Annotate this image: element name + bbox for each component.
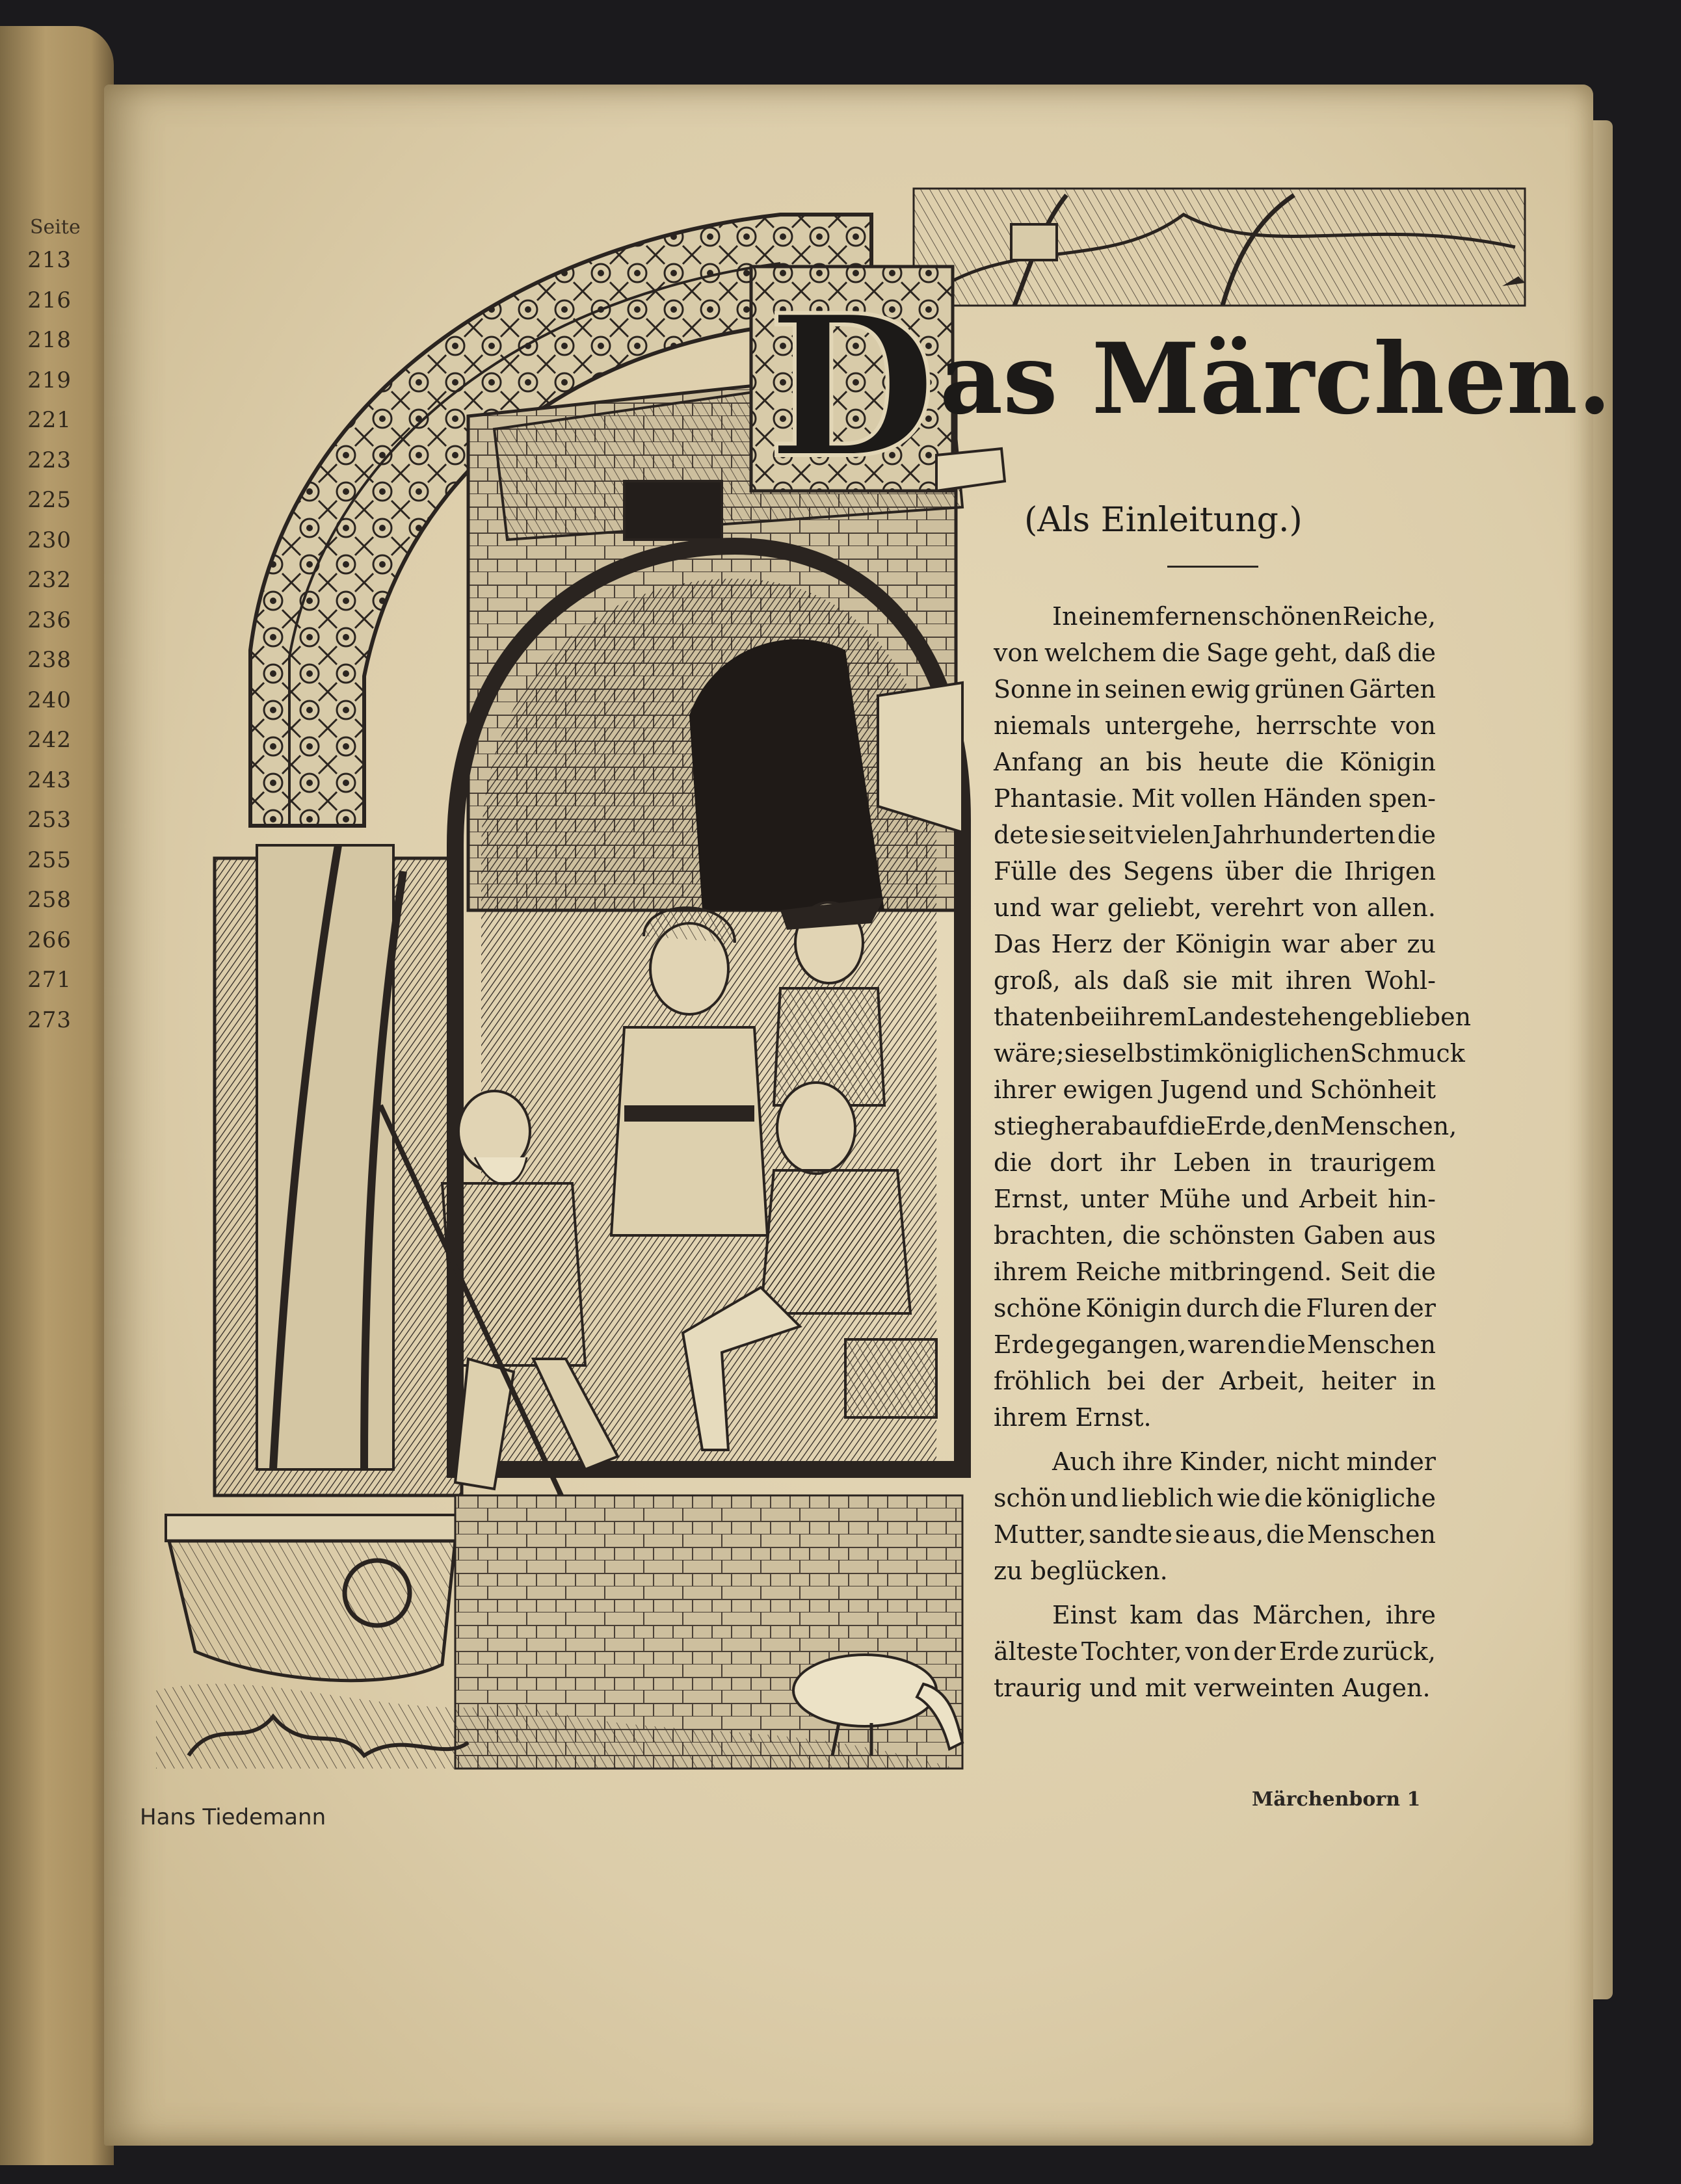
word: kam	[1130, 1601, 1184, 1629]
text-line	[994, 1597, 1436, 1633]
word: daß	[1122, 966, 1170, 995]
word: war	[1281, 930, 1330, 958]
toc-page-number: 219	[27, 367, 72, 393]
word: zurück,	[1342, 1637, 1436, 1666]
word: bei	[1074, 1003, 1113, 1031]
text-line	[994, 1290, 1436, 1326]
word: Menschen	[1306, 1520, 1436, 1549]
text-line	[994, 598, 1436, 635]
word: aus,	[1212, 1520, 1264, 1549]
word: schönen	[1238, 602, 1342, 631]
word: seit	[1088, 821, 1133, 849]
word: zu	[1407, 930, 1436, 958]
text-line	[994, 671, 1436, 707]
word: wie	[1217, 1484, 1261, 1512]
toc-page-number: 213	[27, 247, 72, 273]
word: dort	[1050, 1148, 1102, 1177]
toc-page-number: 225	[27, 487, 72, 513]
word: sie	[1182, 966, 1218, 995]
subtitle: (Als Einleitung.)	[1024, 501, 1303, 540]
word: Seit	[1340, 1257, 1390, 1286]
toc-page-number: 240	[27, 687, 72, 713]
text-line	[994, 926, 1436, 962]
word: waren	[1187, 1330, 1266, 1359]
word: Jugend	[1159, 1075, 1249, 1104]
word: herrschte	[1256, 711, 1377, 740]
word: Tochter,	[1081, 1637, 1182, 1666]
text-line	[994, 889, 1436, 926]
text-line	[994, 1516, 1436, 1553]
word: Ihrigen	[1343, 857, 1436, 886]
word: verehrt	[1211, 893, 1304, 922]
toc-page-number: 271	[27, 967, 72, 993]
word: Sage	[1206, 638, 1269, 667]
artist-signature: Hans Tiedemann	[140, 1804, 326, 1830]
word: Lande	[1186, 1003, 1265, 1031]
word: die	[1122, 1221, 1161, 1250]
word: geliebt,	[1107, 893, 1202, 922]
word: geblieben	[1347, 1003, 1472, 1031]
word: die	[1397, 821, 1436, 849]
word: war	[1050, 893, 1098, 922]
word: die	[1263, 1294, 1302, 1322]
body-text	[994, 598, 1472, 1706]
text-line	[994, 1363, 1436, 1399]
word: Anfang	[994, 748, 1083, 776]
word: sie	[1050, 821, 1087, 849]
word: Schönheit	[1310, 1075, 1436, 1104]
word: und	[1070, 1484, 1118, 1512]
landscape-band	[914, 189, 1525, 306]
word: fernen	[1155, 602, 1238, 631]
text-line	[994, 1633, 1436, 1670]
word: vollen	[1181, 784, 1257, 813]
word: in	[1412, 1367, 1436, 1395]
word: daß	[1344, 638, 1392, 667]
word: Märchen,	[1252, 1601, 1373, 1629]
toc-page-number: 230	[27, 527, 72, 553]
word: der	[1233, 1637, 1276, 1666]
window	[624, 481, 722, 540]
word: die	[1397, 638, 1436, 667]
word: Das	[994, 930, 1041, 958]
word: mit	[1231, 966, 1273, 995]
title-ribbon	[936, 449, 1005, 491]
word: Fülle	[994, 857, 1057, 886]
word: die	[1267, 1330, 1306, 1359]
old-man-coat	[442, 1183, 585, 1365]
word: im	[1173, 1039, 1205, 1068]
word: brachten,	[994, 1221, 1115, 1250]
word: von	[1185, 1637, 1230, 1666]
text-line	[994, 1326, 1436, 1363]
word: die	[1285, 748, 1324, 776]
word: an	[1099, 748, 1130, 776]
text-line	[994, 1254, 1436, 1290]
word: aus	[1392, 1221, 1436, 1250]
word: stieg	[994, 1112, 1055, 1140]
subtitle-divider	[1167, 566, 1258, 568]
toc-page-number: 243	[27, 767, 72, 793]
text-line	[994, 999, 1472, 1035]
paragraph-gap	[994, 1589, 1436, 1597]
text-line: traurig und mit verweinten Augen.	[994, 1674, 1431, 1702]
toc-page-number: 273	[27, 1006, 72, 1033]
text-line	[994, 962, 1436, 999]
word: Königin	[1085, 1294, 1182, 1322]
text-line: ihrem Ernst.	[994, 1403, 1152, 1432]
text-line	[994, 1072, 1436, 1108]
word: über	[1224, 857, 1284, 886]
word: der	[1122, 930, 1165, 958]
word: unter	[1080, 1185, 1149, 1213]
toc-page-number: 223	[27, 447, 72, 473]
word: schön	[994, 1484, 1067, 1512]
word: als	[1074, 966, 1109, 995]
word: des	[1068, 857, 1112, 886]
word: Reiche	[1075, 1257, 1161, 1286]
word: Gärten	[1349, 675, 1436, 704]
word: von	[1391, 711, 1436, 740]
word: und	[994, 893, 1042, 922]
text-line	[994, 1480, 1436, 1516]
toc-page-number: 253	[27, 807, 72, 833]
house-icon	[1011, 224, 1057, 260]
word: selbst	[1099, 1039, 1174, 1068]
text-line	[994, 853, 1436, 889]
text-line	[994, 1108, 1457, 1144]
word: Erde	[1278, 1637, 1340, 1666]
word: Leben	[1173, 1148, 1251, 1177]
text-line	[994, 1443, 1436, 1480]
word: mitbringend.	[1169, 1257, 1332, 1286]
seated-man-head	[777, 1083, 855, 1174]
word: der	[1161, 1367, 1204, 1395]
word: herab	[1054, 1112, 1128, 1140]
word: Phantasie.	[994, 784, 1125, 813]
word: sandte	[1089, 1520, 1172, 1549]
text-line	[994, 780, 1436, 817]
word: untergehe,	[1105, 711, 1242, 740]
word: traurigem	[1310, 1148, 1436, 1177]
word: und	[1241, 1185, 1289, 1213]
word: heiter	[1321, 1367, 1396, 1395]
word: ihr	[1120, 1148, 1156, 1177]
toc-page-number: 258	[27, 887, 72, 913]
word: minder	[1346, 1447, 1436, 1476]
word: sie	[1064, 1039, 1100, 1068]
toc-page-number: 242	[27, 727, 72, 753]
toc-page-number: 255	[27, 847, 72, 873]
word: das	[1196, 1601, 1239, 1629]
word: den	[1273, 1112, 1321, 1140]
word: grünen	[1254, 675, 1345, 704]
word: ihren	[1286, 966, 1352, 995]
text-line	[994, 817, 1436, 853]
word: niemals	[994, 711, 1091, 740]
word: die	[1167, 1112, 1206, 1140]
word: königlichen	[1204, 1039, 1351, 1068]
word: ihre	[1122, 1447, 1173, 1476]
word: thaten	[994, 1003, 1075, 1031]
word: allen.	[1366, 893, 1436, 922]
word: Händen	[1263, 784, 1362, 813]
toc-page-number: 221	[27, 407, 72, 433]
word: Königin	[1340, 748, 1436, 776]
word: Mutter,	[994, 1520, 1087, 1549]
word: Mühe	[1159, 1185, 1231, 1213]
word: Sonne	[994, 675, 1072, 704]
text-line	[994, 707, 1436, 744]
word: Ernst,	[994, 1185, 1070, 1213]
word: Königin	[1175, 930, 1271, 958]
word: seinen	[1104, 675, 1187, 704]
word: gegangen,	[1055, 1330, 1187, 1359]
word: aber	[1339, 930, 1397, 958]
toc-page-number: 236	[27, 607, 72, 633]
word: Wohl-	[1365, 966, 1436, 995]
signature-mark: Märchenborn 1	[1252, 1788, 1421, 1811]
word: ihrem	[1113, 1003, 1187, 1031]
word: Jahrhunderten	[1212, 821, 1396, 849]
word: Auch	[1052, 1447, 1116, 1476]
word: dete	[994, 821, 1049, 849]
word: die	[1397, 1257, 1436, 1286]
toc-page-number: 216	[27, 287, 72, 313]
word: und	[1255, 1075, 1303, 1104]
column-capital	[169, 1541, 455, 1681]
word: bis	[1145, 748, 1182, 776]
word: wäre;	[994, 1039, 1065, 1068]
word: in	[1076, 675, 1100, 704]
word: von	[1312, 893, 1358, 922]
word: Erde,	[1206, 1112, 1274, 1140]
word: stehen	[1264, 1003, 1348, 1031]
text-line	[994, 1144, 1436, 1181]
word: groß,	[994, 966, 1061, 995]
word: Kinder,	[1179, 1447, 1269, 1476]
word: Menschen,	[1320, 1112, 1457, 1140]
seated-man-coat	[761, 1170, 910, 1313]
word: die	[1266, 1520, 1305, 1549]
word: Arbeit,	[1219, 1367, 1306, 1395]
word: durch	[1185, 1294, 1260, 1322]
word: die	[1161, 638, 1200, 667]
word: Segens	[1122, 857, 1214, 886]
word: Schmuck	[1350, 1039, 1465, 1068]
word: schönsten	[1169, 1221, 1295, 1250]
word: Mit	[1131, 784, 1175, 813]
word: königliche	[1306, 1484, 1436, 1512]
word: Erde	[994, 1330, 1054, 1359]
word: Einst	[1052, 1601, 1117, 1629]
word: Reiche,	[1342, 602, 1436, 631]
toc-page-number: 232	[27, 567, 72, 593]
text-line	[994, 635, 1436, 671]
word: ihre	[1385, 1601, 1436, 1629]
paragraph-gap	[994, 1436, 1436, 1443]
page-title: as Märchen.	[940, 322, 1612, 436]
word: heute	[1198, 748, 1269, 776]
word: hin-	[1388, 1185, 1436, 1213]
text-line: zu beglücken.	[994, 1557, 1168, 1585]
word: Fluren	[1306, 1294, 1390, 1322]
word: die	[994, 1148, 1032, 1177]
word: nicht	[1276, 1447, 1340, 1476]
text-line	[994, 1181, 1436, 1217]
word: älteste	[994, 1637, 1078, 1666]
toc-header: Seite	[30, 216, 81, 239]
text-line	[994, 744, 1436, 780]
word: In	[1052, 602, 1078, 631]
word: in	[1268, 1148, 1292, 1177]
stool	[845, 1339, 936, 1417]
word: bei	[1107, 1367, 1146, 1395]
word: die	[1264, 1484, 1303, 1512]
word: spen-	[1368, 784, 1436, 813]
word: Herz	[1051, 930, 1113, 958]
word: ihrem	[994, 1257, 1068, 1286]
word: auf	[1127, 1112, 1168, 1140]
title-initial: D	[767, 272, 937, 501]
word: von	[994, 638, 1039, 667]
word: die	[1294, 857, 1333, 886]
word: sie	[1174, 1520, 1210, 1549]
toc-page-number: 238	[27, 647, 72, 673]
text-line	[994, 1217, 1436, 1254]
word: vielen	[1135, 821, 1211, 849]
text-line	[994, 1035, 1465, 1072]
word: fröhlich	[994, 1367, 1091, 1395]
word: ihrer	[994, 1075, 1056, 1104]
word: ewig	[1191, 675, 1251, 704]
word: Arbeit	[1299, 1185, 1377, 1213]
word: Gaben	[1303, 1221, 1384, 1250]
word: der	[1393, 1294, 1436, 1322]
toc-page-number: 266	[27, 927, 72, 953]
word: geht,	[1274, 638, 1339, 667]
toc-page-number: 218	[27, 327, 72, 353]
girl-dress	[611, 1027, 767, 1235]
word: einem	[1078, 602, 1156, 631]
word: ewigen	[1063, 1075, 1153, 1104]
word: welchem	[1044, 638, 1156, 667]
word: lieblich	[1121, 1484, 1214, 1512]
word: schöne	[994, 1294, 1082, 1322]
word: Menschen	[1306, 1330, 1436, 1359]
